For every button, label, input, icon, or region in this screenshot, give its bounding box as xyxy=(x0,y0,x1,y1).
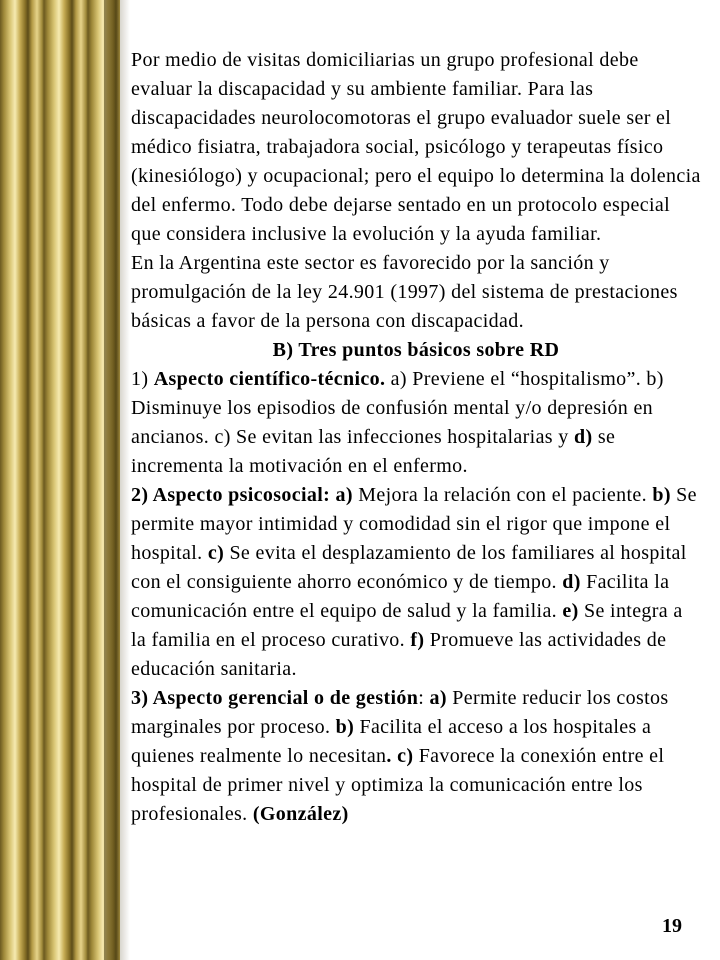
page-number: 19 xyxy=(662,915,682,937)
pillar-shadow xyxy=(104,0,130,960)
section-heading: B) Tres puntos básicos sobre RD xyxy=(272,339,560,361)
point-1-number: 1) xyxy=(131,368,154,390)
point-2-d-label: d) xyxy=(562,571,581,593)
point-2-c-label: c) xyxy=(207,542,225,564)
point-3-title: 3) Aspecto gerencial o de gestión xyxy=(131,687,419,709)
point-1-paragraph xyxy=(131,365,701,481)
point-1-d-label: d) xyxy=(574,426,593,448)
point-3-author: (González) xyxy=(252,803,349,825)
slide-text-body xyxy=(131,46,701,829)
point-3-b-label: b) xyxy=(335,716,355,738)
point-2-c-text: Se evita el desplazamiento de los familiares al hospital con el consiguiente ahorro económico y de tiempo. xyxy=(131,542,687,593)
point-2-e-label: e) xyxy=(562,600,579,622)
intro-paragraph: Por medio de visitas domiciliarias un grupo profesional debe evaluar la discapacidad y su ambiente familiar. Para las discapacidades neurolocomotoras el grupo evaluador suele ser el médico fisiatra, trabajadora social, psicólogo y terapeutas físico (kinesiólogo) y ocupacional; pero el equipo lo determina la dolencia del enfermo. Todo debe dejarse sentado en un protocolo especial que considera inclusive la evolución y la ayuda familiar. xyxy=(131,49,701,245)
point-3-a-label: a) xyxy=(429,687,447,709)
point-3-c-text: Favorece la conexión entre el hospital de primer nivel y optimiza la comunicación entre los profesionales. xyxy=(131,745,665,825)
point-2-b-label: b) xyxy=(652,484,671,506)
decorative-pillar xyxy=(0,0,120,960)
point-3-c-label: c) xyxy=(391,745,414,767)
point-2-e-text: Se integra a la familia en el proceso curativo. xyxy=(131,600,683,651)
point-3-b-text: Facilita el acceso a los hospitales a quienes realmente lo necesitan xyxy=(131,716,652,767)
point-3-period: . xyxy=(386,745,392,767)
point-1-d-text: se incrementa la motivación en el enfermo. xyxy=(131,426,616,477)
point-2-a-text: Mejora la relación con el paciente. xyxy=(352,484,653,506)
point-2-f-text: Promueve las actividades de educación sanitaria. xyxy=(131,629,667,680)
point-2-title: 2) Aspecto psicosocial: a) xyxy=(131,484,353,506)
point-2-b-text: Se permite mayor intimidad y comodidad sin el rigor que impone el hospital. xyxy=(131,484,697,564)
point-1-title: Aspecto científico-técnico. xyxy=(153,368,386,390)
point-2-f-label: f) xyxy=(410,629,425,651)
point-2-d-text: Facilita la comunicación entre el equipo de salud y la familia. xyxy=(131,571,670,622)
point-3-a-text: Permite reducir los costos marginales por proceso. xyxy=(131,687,669,738)
point-3-paragraph xyxy=(131,684,701,829)
point-2-paragraph xyxy=(131,481,701,684)
point-3-colon: : xyxy=(418,687,430,709)
argentina-paragraph: En la Argentina este sector es favorecido por la sanción y promulgación de la ley 24.901 (1997) del sistema de prestaciones básicas a favor de la persona con discapacidad. xyxy=(131,252,678,332)
point-1-a-text: a) Previene el “hospitalismo”. b) Disminuye los episodios de confusión mental y/o depresión en ancianos. c) Se evitan las infecciones hospitalarias y xyxy=(131,368,664,448)
